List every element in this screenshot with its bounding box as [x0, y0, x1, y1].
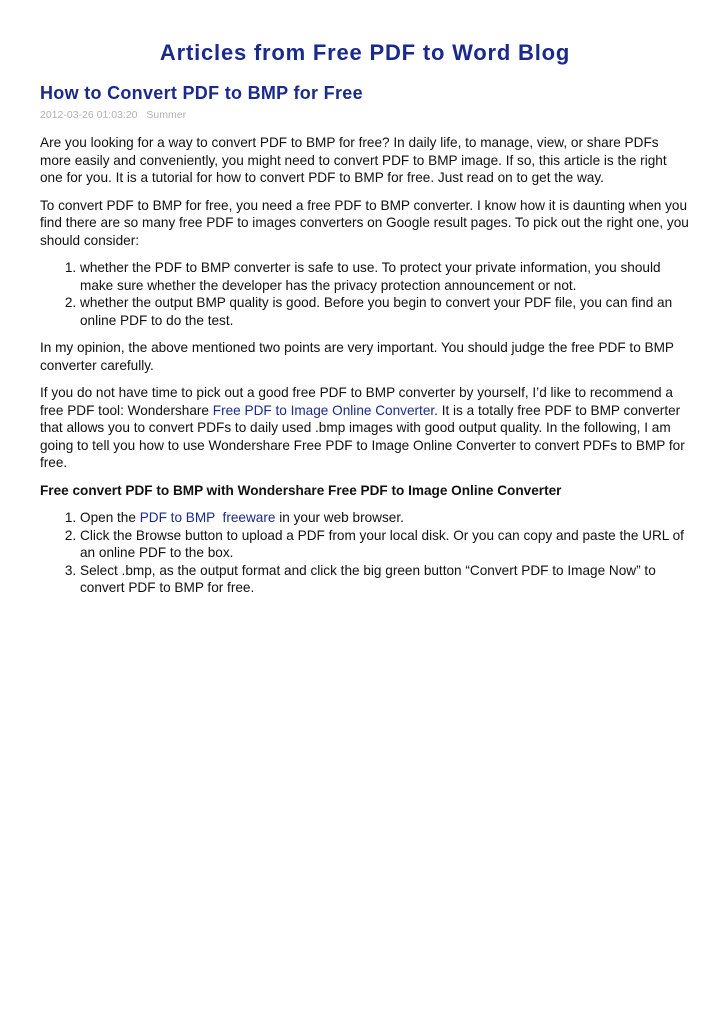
list-item: 3. Select .bmp, as the output format and click the big green button “Convert PDF to Image Now” to convert PDF to BMP for free. — [80, 562, 690, 597]
article-author: Summer — [146, 109, 187, 121]
converter-paragraph: To convert PDF to BMP for free, you need a free PDF to BMP converter. I know how it is daunting when you find there are so many free PDF to images converters on Google result pages. To pick out the right one, you should consider: — [40, 197, 689, 248]
recommendation-paragraph — [40, 384, 690, 472]
pdf-to-bmp-freeware-link[interactable]: PDF to BMP freeware — [139, 510, 276, 525]
article-meta — [40, 108, 690, 122]
article-title: How to Convert PDF to BMP for Free — [40, 83, 363, 103]
intro-paragraph: Are you looking for a way to convert PDF to BMP for free? In daily life, to manage, view, or share PDFs more easily and conveniently, you might need to convert PDF to BMP image. If so, this article is the right one for you. It is a tutorial for how to convert PDF to BMP for free. Just read on to get the way. — [40, 135, 667, 185]
list-item — [80, 509, 690, 527]
step1-text-before: Open the — [80, 510, 140, 525]
step1-text-after: in your web browser. — [275, 510, 404, 525]
list-item: 2. Click the Browse button to upload a PDF from your local disk. Or you can copy and paste the URL of an online PDF to the box. — [80, 527, 690, 562]
site-title: Articles from Free PDF to Word Blog — [159, 40, 571, 65]
recommendation-text-before: If you do not have time to pick out a good free PDF to BMP converter by yourself, I’d like to recommend a free PDF tool: Wondershare — [40, 385, 673, 418]
considerations-list — [40, 259, 690, 329]
free-pdf-to-image-online-converter-link[interactable]: Free PDF to Image Online Converter — [212, 402, 435, 418]
list-item: 1. whether the PDF to BMP converter is safe to use. To protect your private information, you should make sure whether the developer has the privacy protection announcement or not. — [80, 259, 690, 294]
recommendation-text-after: . It is a totally free PDF to BMP converter that allows you to convert PDFs to daily used .bmp images with good output quality. In the following, I am going to tell you how to use Wondershare Free PDF to Image Online Converter to convert PDFs to BMP for free. — [40, 402, 685, 470]
opinion-paragraph: In my opinion, the above mentioned two points are very important. You should judge the free PDF to BMP converter carefully. — [40, 340, 674, 373]
document-page — [40, 38, 690, 607]
list-item: 2. whether the output BMP quality is good. Before you begin to convert your PDF file, you can find an online PDF to do the test. — [80, 294, 690, 329]
article-date: 2012-03-26 01:03:20 — [40, 109, 138, 121]
steps-list — [40, 509, 690, 597]
section-subheading: Free convert PDF to BMP with Wondershare Free PDF to Image Online Converter — [40, 482, 562, 498]
